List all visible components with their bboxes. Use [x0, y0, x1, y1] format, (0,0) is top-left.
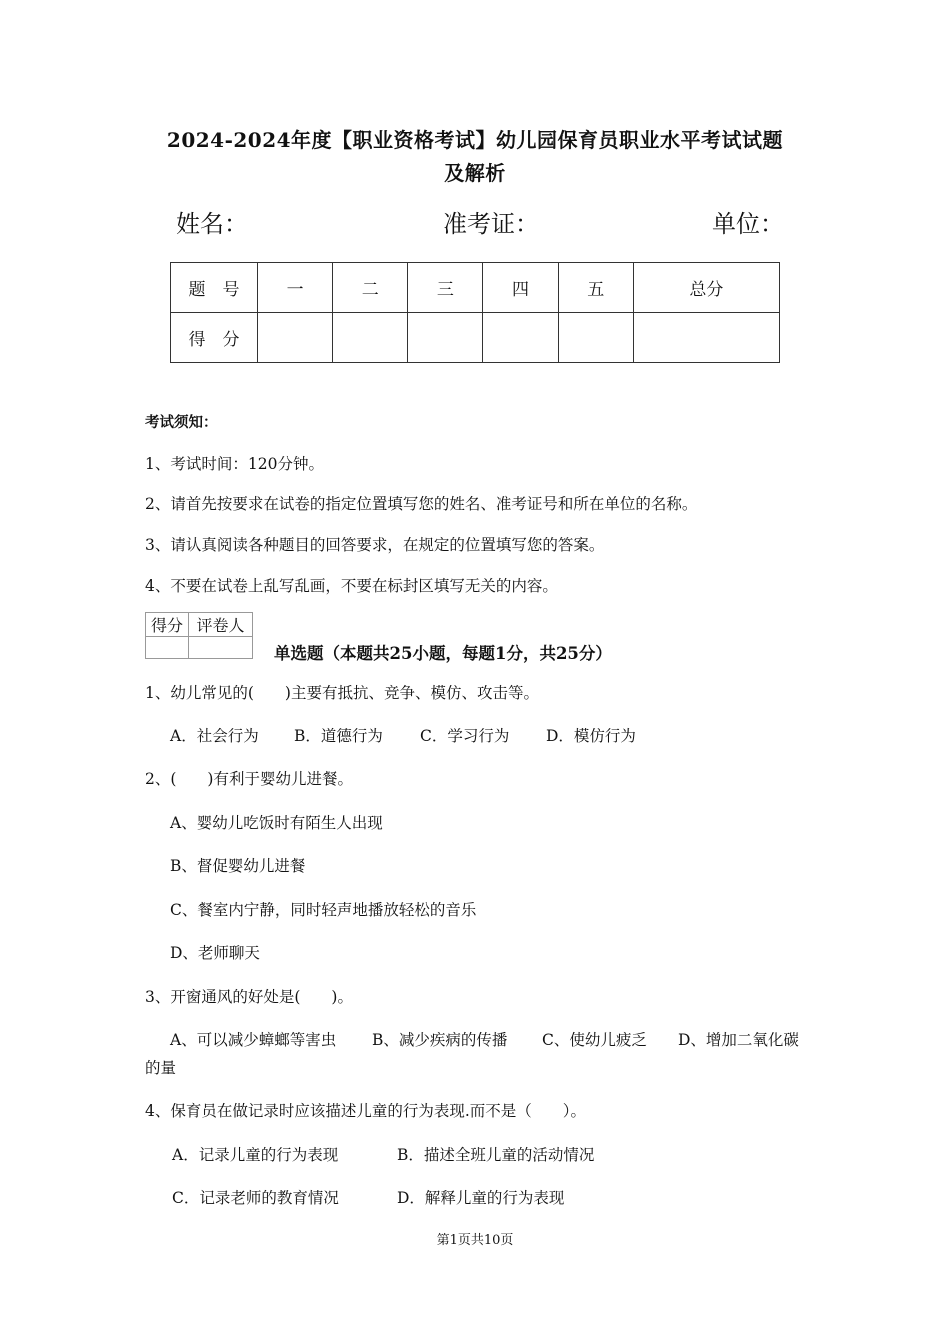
score-header-cell: 一 — [258, 263, 333, 313]
option-a: A．记录儿童的行为表现 — [172, 1146, 339, 1164]
question-stem: 4、保育员在做记录时应该描述儿童的行为表现.而不是（ ）。 — [145, 1102, 587, 1120]
score-header-cell: 四 — [483, 263, 558, 313]
page-footer: 第1页共10页 — [436, 1233, 514, 1248]
score-header-cell: 总分 — [633, 263, 779, 313]
option-c: C、餐室内宁静，同时轻声地播放轻松的音乐 — [170, 901, 477, 919]
score-cell[interactable] — [483, 313, 558, 363]
option-a: A、可以减少蟑螂等害虫 — [170, 1031, 337, 1049]
exam-no-label: 准考证： — [443, 210, 539, 238]
score-cell[interactable] — [408, 313, 483, 363]
option-c: C．学习行为 — [420, 727, 510, 745]
exam-title-line1: 2024-2024年度【职业资格考试】幼儿园保育员职业水平考试试题 — [166, 128, 784, 152]
grader-score-label: 得分 — [146, 613, 189, 637]
notice-heading: 考试须知： — [145, 414, 218, 431]
option-d: D．模仿行为 — [546, 727, 636, 745]
option-a: A．社会行为 — [170, 727, 259, 745]
grader-table — [145, 612, 253, 659]
score-table — [170, 262, 780, 363]
score-header-cell: 五 — [558, 263, 633, 313]
question-stem: 2、( )有利于婴幼儿进餐。 — [145, 770, 353, 788]
section-title: 单选题（本题共25小题，每题1分，共25分） — [274, 644, 612, 663]
score-cell[interactable] — [258, 313, 333, 363]
notice-item: 1、考试时间：120分钟。 — [145, 455, 324, 473]
option-b: B、减少疾病的传播 — [372, 1031, 508, 1049]
option-d: D、增加二氧化碳 — [678, 1031, 799, 1049]
score-cell[interactable] — [633, 313, 779, 363]
question-stem: 1、幼儿常见的( )主要有抵抗、竞争、模仿、攻击等。 — [145, 684, 539, 702]
option-c: C、使幼儿疲乏 — [542, 1031, 647, 1049]
grader-name-cell[interactable] — [189, 637, 253, 659]
option-a: A、婴幼儿吃饭时有陌生人出现 — [170, 814, 383, 832]
score-cell[interactable] — [333, 313, 408, 363]
notice-item: 4、不要在试卷上乱写乱画，不要在标封区填写无关的内容。 — [145, 577, 558, 595]
score-header-cell: 三 — [408, 263, 483, 313]
score-header-cell: 二 — [333, 263, 408, 313]
option-d: D．解释儿童的行为表现 — [397, 1189, 565, 1207]
score-row-label: 得 分 — [171, 313, 258, 363]
option-c: C．记录老师的教育情况 — [172, 1189, 339, 1207]
notice-item: 2、请首先按要求在试卷的指定位置填写您的姓名、准考证号和所在单位的名称。 — [145, 495, 698, 513]
option-b: B．描述全班儿童的活动情况 — [397, 1146, 595, 1164]
name-label: 姓名： — [176, 210, 248, 238]
option-b: B、督促婴幼儿进餐 — [170, 857, 306, 875]
exam-title-line2: 及解析 — [444, 161, 506, 185]
score-header-cell: 题 号 — [171, 263, 258, 313]
option-b: B．道德行为 — [294, 727, 383, 745]
question-stem: 3、开窗通风的好处是( )。 — [145, 988, 353, 1006]
score-cell[interactable] — [558, 313, 633, 363]
option-d: D、老师聊天 — [170, 944, 260, 962]
score-table-header-row — [171, 263, 780, 313]
option-d-continued: 的量 — [145, 1059, 177, 1077]
grader-name-label: 评卷人 — [189, 613, 253, 637]
unit-label: 单位： — [712, 210, 784, 238]
notice-item: 3、请认真阅读各种题目的回答要求，在规定的位置填写您的答案。 — [145, 536, 605, 554]
score-table-score-row — [171, 313, 780, 363]
grader-score-cell[interactable] — [146, 637, 189, 659]
